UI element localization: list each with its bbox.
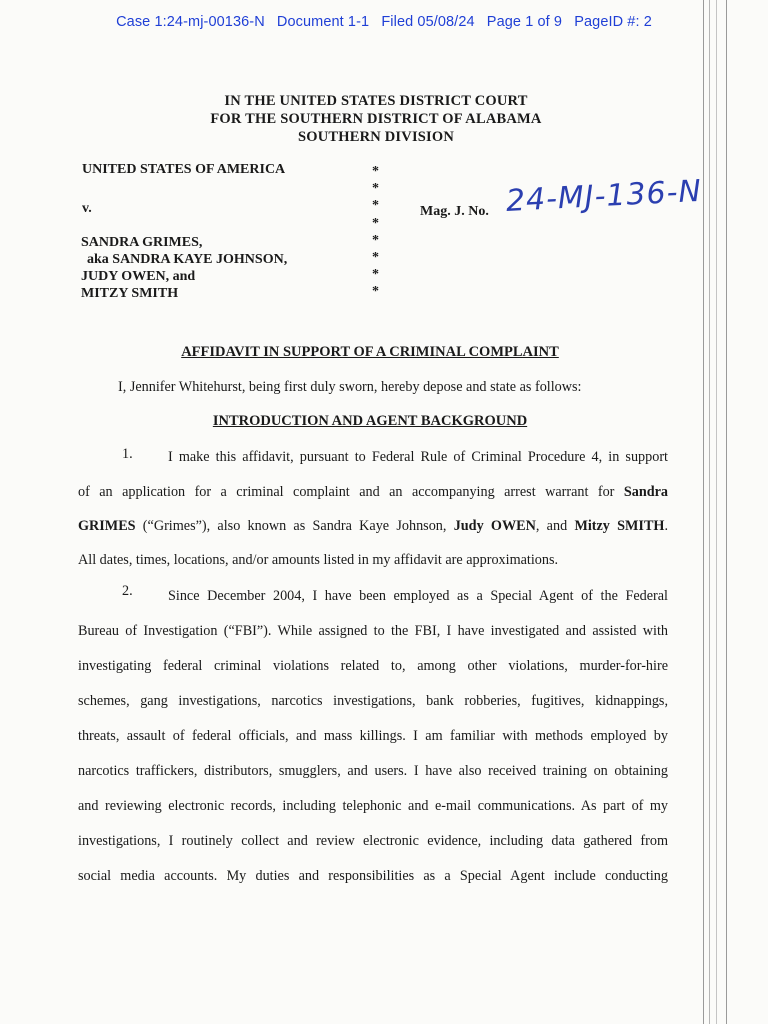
defendant-line: aka SANDRA KAYE JOHNSON, (87, 252, 288, 267)
caption-star-column (372, 163, 379, 301)
defendant-line: JUDY OWEN, and (81, 269, 196, 284)
defendant-name: GRIMES (78, 518, 136, 534)
court-heading (0, 92, 752, 146)
defendant-name: Mitzy SMITH (574, 518, 665, 534)
handwritten-case-number: 24-MJ-136-N (505, 173, 703, 219)
filing-header (0, 14, 768, 30)
caption-star: * (372, 198, 379, 214)
paragraph-number: 1. (122, 446, 133, 462)
case-number: Case 1:24-mj-00136-N (116, 14, 265, 30)
paragraph-text: (“Grimes”), also known as Sandra Kaye Johnson, (135, 518, 454, 534)
paragraph-line: and reviewing electronic records, including telephonic and e-mail communications. As part of my (78, 798, 668, 814)
mag-number-label: Mag. J. No. (420, 204, 489, 219)
paragraph-line: narcotics traffickers, distributors, smugglers, and users. I have also received training on obtaining (78, 763, 668, 779)
paragraph-text: . (664, 518, 668, 534)
caption-star: * (372, 181, 379, 197)
filed-date: Filed 05/08/24 (381, 14, 475, 30)
court-heading-line: FOR THE SOUTHERN DISTRICT OF ALABAMA (210, 111, 542, 127)
court-heading-line: IN THE UNITED STATES DISTRICT COURT (224, 93, 528, 109)
paragraph-line: Since December 2004, I have been employed as a Special Agent of the Federal (168, 588, 668, 604)
paragraph-text: , and (535, 518, 575, 534)
page-id: PageID #: 2 (574, 14, 652, 30)
paragraph-line: investigations, I routinely collect and review electronic evidence, including data gathered from (78, 833, 668, 849)
defendant-line: SANDRA GRIMES, (81, 235, 203, 250)
defendant-name: Judy OWEN (453, 518, 536, 534)
plaintiff-name: UNITED STATES OF AMERICA (82, 162, 286, 177)
defendant-line: MITZY SMITH (81, 286, 179, 301)
paragraph-line: I make this affidavit, pursuant to Federal Rule of Criminal Procedure 4, in support (168, 449, 668, 465)
paragraph-line: social media accounts. My duties and responsibilities as a Special Agent include conducting (78, 868, 668, 884)
paragraph-line: threats, assault of federal officials, and mass killings. I am familiar with methods employed by (78, 728, 668, 744)
paragraph-line (78, 484, 668, 501)
oath-statement: I, Jennifer Whitehurst, being first duly sworn, hereby depose and state as follows: (118, 379, 582, 395)
caption-star: * (372, 164, 379, 179)
caption-star: * (372, 215, 379, 231)
page-count: Page 1 of 9 (486, 14, 563, 30)
caption-star: * (372, 232, 379, 248)
caption-star: * (372, 284, 379, 300)
paragraph-line (78, 518, 668, 535)
affidavit-title: AFFIDAVIT IN SUPPORT OF A CRIMINAL COMPLAINT (181, 344, 559, 360)
paragraph-number: 2. (122, 583, 133, 599)
paragraph-line: Bureau of Investigation (“FBI”). While assigned to the FBI, I have investigated and assisted with (78, 623, 668, 639)
paragraph-line: schemes, gang investigations, narcotics investigations, bank robberies, fugitives, kidnappings, (78, 693, 668, 709)
caption-star: * (372, 267, 379, 283)
caption-star: * (372, 249, 379, 265)
defendant-name: Sandra (623, 484, 668, 500)
versus: v. (82, 201, 92, 216)
document-number: Document 1-1 (276, 14, 370, 30)
paragraph-line: investigating federal criminal violations related to, among other violations, murder-for-hire (78, 658, 668, 674)
paragraph-text: of an application for a criminal complaint and an accompanying arrest warrant for (78, 484, 624, 500)
court-heading-line: SOUTHERN DIVISION (297, 129, 455, 145)
section-heading: INTRODUCTION AND AGENT BACKGROUND (212, 413, 528, 429)
paragraph-line: All dates, times, locations, and/or amounts listed in my affidavit are approximations. (78, 552, 559, 568)
